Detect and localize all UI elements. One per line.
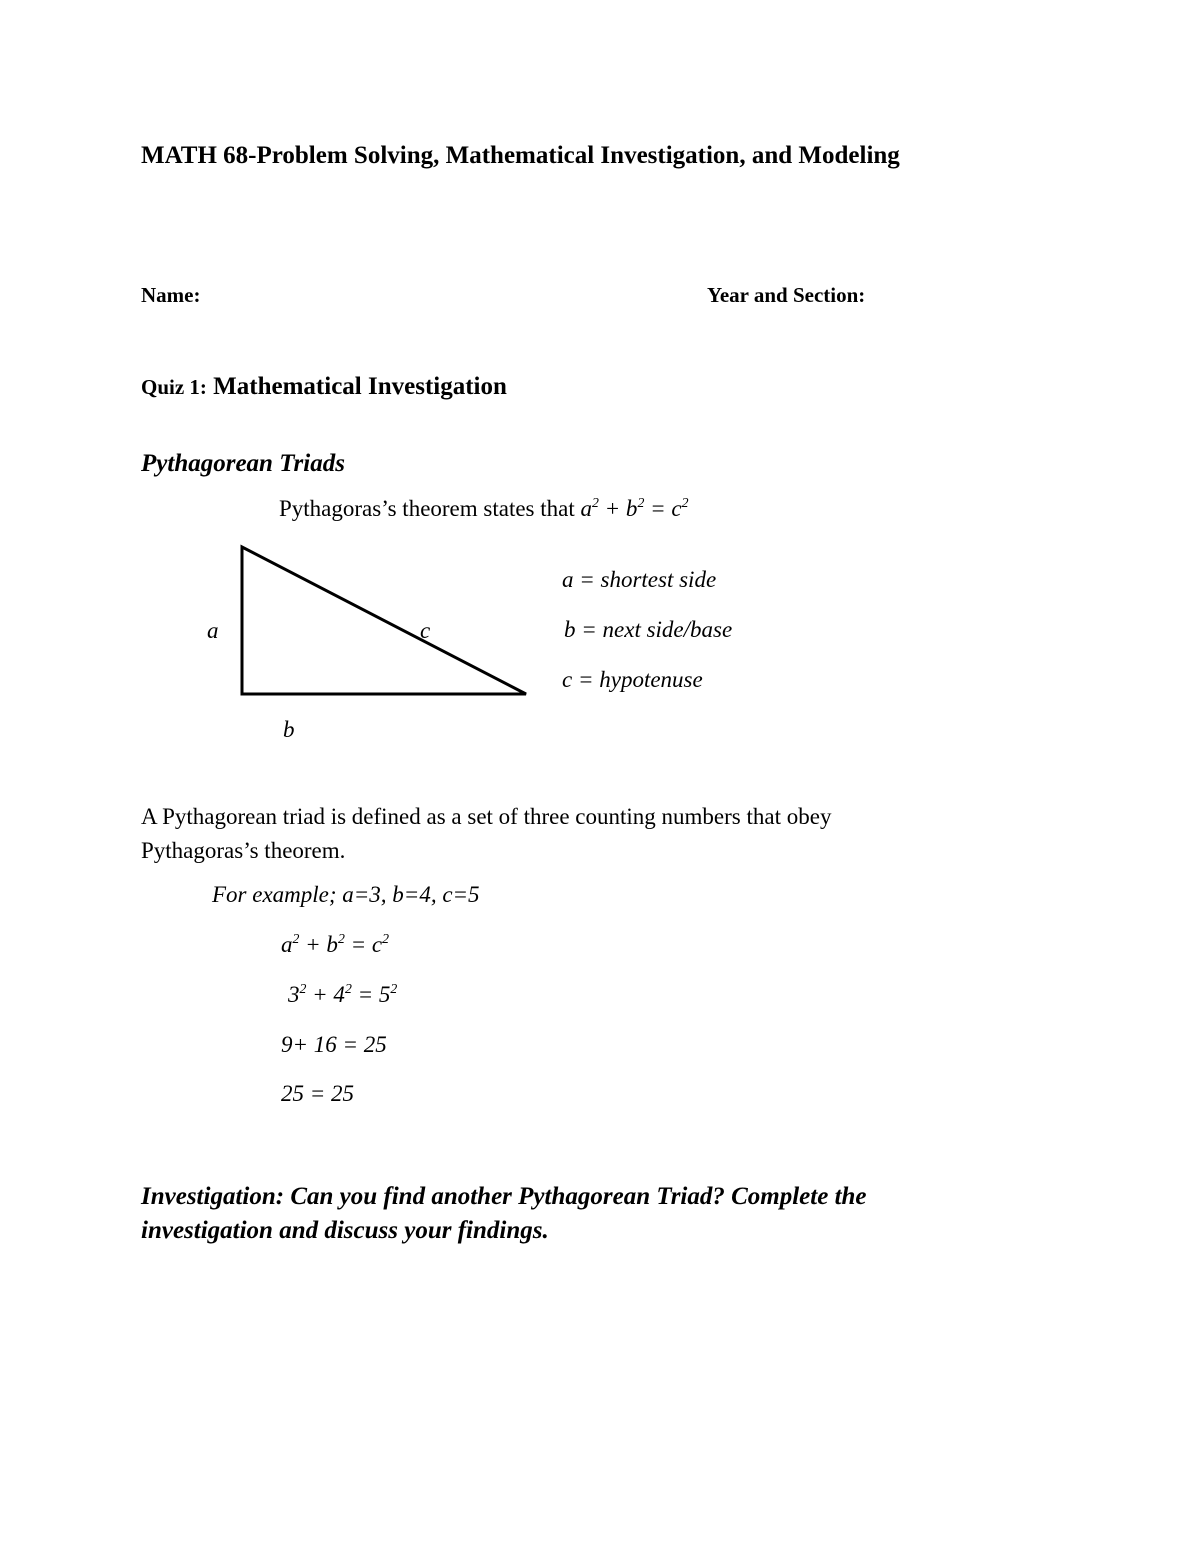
definition-line-2: Pythagoras’s theorem. bbox=[141, 838, 346, 863]
legend-a: a = shortest side bbox=[562, 567, 717, 592]
quiz-title: Mathematical Investigation bbox=[213, 373, 507, 400]
theorem-text: Pythagoras’s theorem states that bbox=[279, 496, 575, 521]
course-title: MATH 68-Problem Solving, Mathematical Investigation, and Modeling bbox=[141, 142, 900, 169]
example-step-3: 9+ 16 = 25 bbox=[281, 1032, 387, 1057]
side-a-label: a bbox=[207, 618, 219, 643]
side-c-label: c bbox=[420, 618, 431, 643]
investigation-prompt bbox=[141, 1180, 867, 1248]
definition-line-1: A Pythagorean triad is defined as a set of three counting numbers that obey bbox=[141, 804, 832, 829]
definition-paragraph bbox=[141, 800, 831, 868]
side-b-label: b bbox=[283, 717, 295, 742]
triangle-outline bbox=[242, 547, 526, 694]
investigation-line-1: Investigation: Can you find another Pythagorean Triad? Complete the bbox=[141, 1183, 867, 1210]
example-step-1: $a^2 + b^2 = c^2$ bbox=[281, 931, 389, 957]
example-step-4: 25 = 25 bbox=[281, 1081, 355, 1106]
theorem-line bbox=[279, 496, 688, 522]
right-triangle-diagram bbox=[200, 530, 540, 750]
section-heading: Pythagorean Triads bbox=[141, 450, 345, 477]
legend-b: b = next side/base bbox=[564, 617, 733, 642]
quiz-prefix: Quiz 1: bbox=[141, 375, 207, 399]
example-intro: For example; a=3, b=4, c=5 bbox=[212, 882, 480, 907]
investigation-line-2: investigation and discuss your findings. bbox=[141, 1217, 549, 1244]
theorem-equation: $a^2 + b^2 = c^2$ bbox=[580, 495, 689, 521]
example-step-2: $3^2 + 4^2 = 5^2$ bbox=[288, 981, 398, 1007]
name-label: Name: bbox=[141, 283, 201, 307]
legend-c: c = hypotenuse bbox=[562, 667, 703, 692]
quiz-heading bbox=[141, 373, 507, 401]
year-section-label: Year and Section: bbox=[707, 283, 866, 307]
